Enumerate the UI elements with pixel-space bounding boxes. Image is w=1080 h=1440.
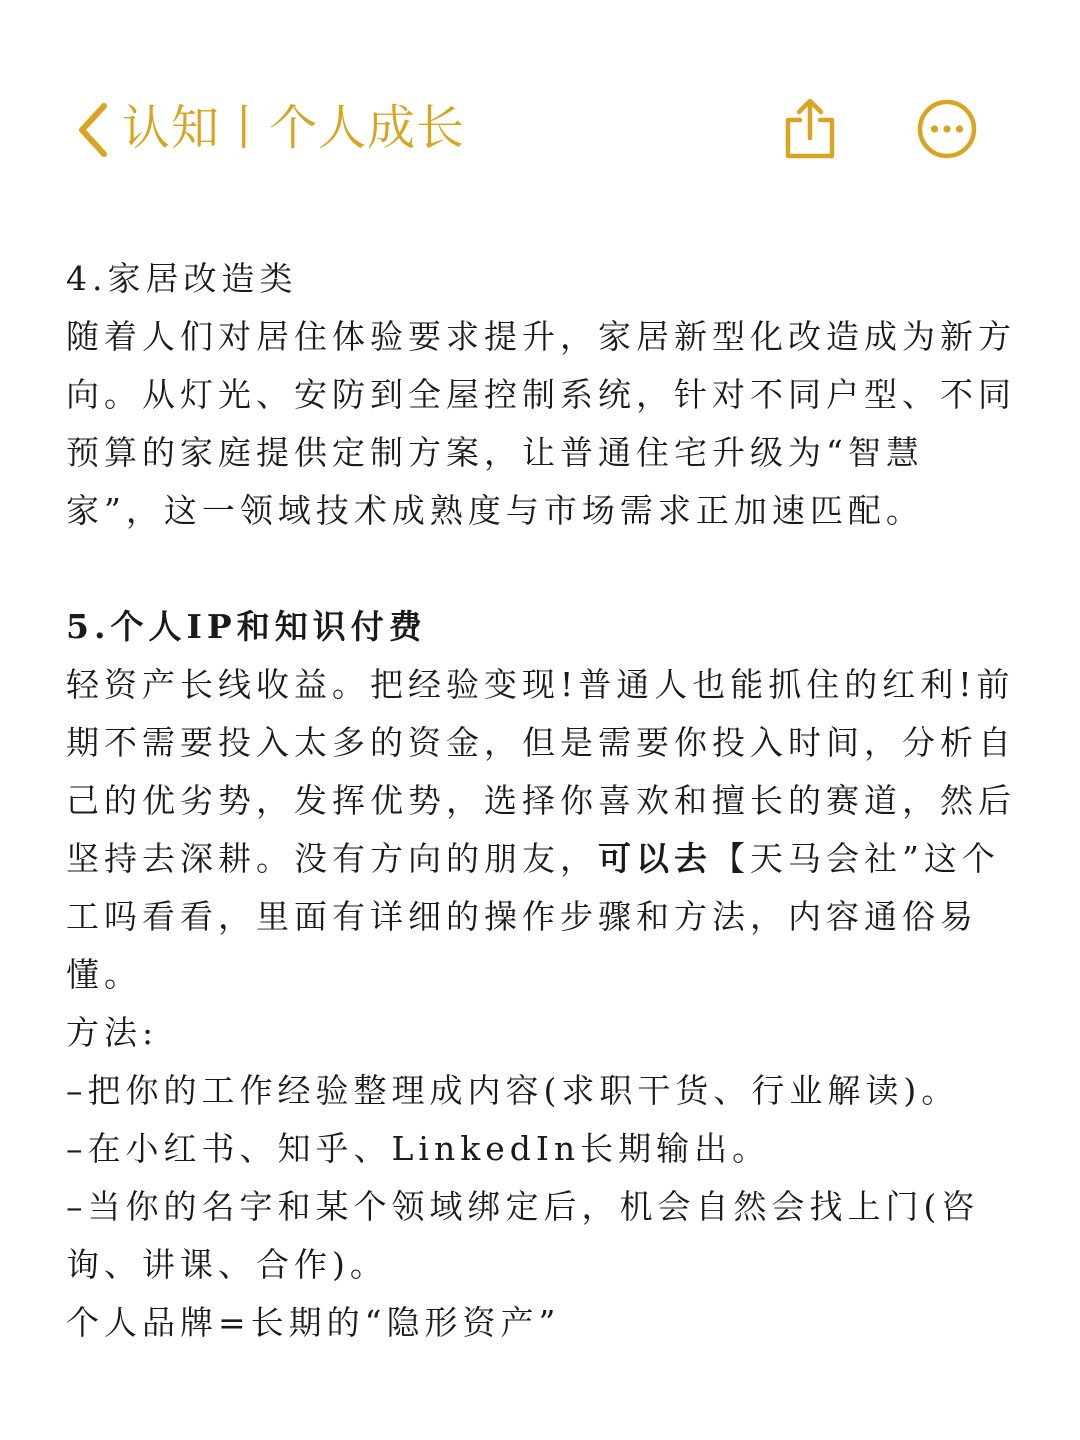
note-content (66, 250, 1016, 1352)
page-title: 认知丨个人成长 (122, 100, 466, 156)
section-5-body-bold: 可以去 (598, 839, 712, 878)
closing-line: 个人品牌=长期的“隐形资产” (66, 1303, 561, 1342)
section-4-heading: 4.家居改造类 (66, 259, 298, 298)
method-item: –把你的工作经验整理成内容(求职干货、行业解读)。 (66, 1071, 960, 1110)
section-4-body: 随着人们对居住体验要求提升，家居新型化改造成为新方向。从灯光、安防到全屋控制系统，针对不同户型、不同预算的家庭提供定制方案，让普通住宅升级为“智慧家”，这一领域技术成熟度与市场需求正加速匹配。 (66, 317, 1016, 530)
method-item: –当你的名字和某个领域绑定后，机会自然会找上门(咨询、讲课、合作)。 (66, 1187, 980, 1284)
method-label: 方法: (66, 1013, 159, 1052)
method-item: –在小红书、知乎、LinkedIn长期输出。 (66, 1129, 771, 1168)
share-button[interactable] (782, 96, 838, 160)
top-nav-bar (0, 0, 1080, 240)
section-5-body (66, 656, 1016, 1004)
section-spacer (66, 540, 1016, 598)
section-5-body-text: 轻资产长线收益。把经验变现!普通人也能抓住的红利!前期不需要投入太多的资金，但是需要你投入时间，分析自己的优劣势，发挥优势，选择你喜欢和擅长的赛道，然后坚持去深耕。没有方向的朋友， (66, 665, 1016, 878)
back-button[interactable] (72, 100, 116, 160)
section-5-body-text-continued: 【天马会社”这个工吗看看，里面有详细的操作步骤和方法，内容通俗易懂。 (66, 839, 1000, 994)
share-icon (782, 96, 838, 160)
more-dots-icon (916, 98, 978, 160)
chevron-left-icon (72, 100, 116, 160)
more-button[interactable] (916, 98, 978, 160)
section-5-heading: 5.个人IP和知识付费 (66, 607, 427, 646)
